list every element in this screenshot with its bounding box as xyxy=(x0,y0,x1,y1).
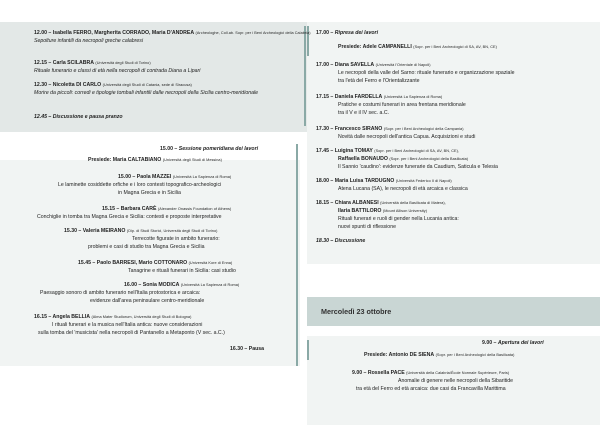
session-chair: Presiede: Antonio DE SIENA (Sopr. per i Beni Archeologici della Basilicata) xyxy=(364,352,515,358)
program-entry-title: tra età del Ferro ed età arcaica: due casi da Francavilla Marittima xyxy=(356,386,506,392)
program-entry-title: tra l'età del Ferro e l'Orientalizzante xyxy=(338,78,420,84)
program-entry-title: Conchiglie in tomba tra Magna Grecia e Sicilia: contesti e proposte interpretative xyxy=(37,214,222,220)
program-entry-title: tra il V e il IV sec. a.C. xyxy=(338,110,390,116)
left-bottom-accent xyxy=(296,144,298,366)
program-entry-title: Anomalie di genere nelle necropoli della Sibaritide xyxy=(398,378,514,384)
program-entry-title: Pratiche e costumi funerari in area frentana meridionale xyxy=(338,102,466,108)
program-entry: 15.00 – Paola MAZZEI (Università La Sapienza di Roma) xyxy=(118,174,232,180)
session-chair: Presiede: Maria CALTABIANO (Università degli Studi di Messina) xyxy=(88,157,222,163)
program-entry-title: Le necropoli della valle del Sarno: rituale funerario e organizzazione spaziale xyxy=(338,70,515,76)
program-entry-title: Terrecotte figurate in ambito funerario: xyxy=(132,236,220,242)
program-entry-title: Novità dalle necropoli dell'antica Capua. Acquisizioni e studi xyxy=(338,134,476,140)
program-entry: 12.00 – Isabella FERRO, Margherita CORRADO, Maria D'ANDREA (Archeologhe, Coll.ab. Sopr. per i Beni Archeologici della Calabria) Sepolture infantili da necropoli greche calabresi xyxy=(34,30,311,44)
day-header: Mercoledì 23 ottobre xyxy=(307,297,600,326)
program-entry: 15.30 – Valeria MEIRANO (Dip. di Studi Storici, Università degli Studi di Torino) xyxy=(64,228,218,234)
program-entry-title: I rituali funerari e la musica nell'Italia antica: nuove considerazioni xyxy=(52,322,203,328)
program-entry-title: Le laminette cosiddette orfiche e i loro contesti topografico-archeologici xyxy=(58,182,222,188)
program-entry: 12.45 – Discussione e pausa pranzo xyxy=(34,114,123,120)
program-entry-title: in Magna Grecia e in Sicilia xyxy=(118,190,181,196)
program-entry: 12.15 – Carla SCILABRA (Università degli Studi di Torino) Rituale funerario e classi di età nella necropoli di contrada Diana a Lipari xyxy=(34,60,201,74)
program-entry: 17.30 – Francesco SIRANO (Sopr. per i Beni Archeologici della Campania) xyxy=(316,126,464,132)
session-heading: 15.00 – Sessione pomeridiana dei lavori xyxy=(160,146,259,152)
program-entry: 9.00 – Rossella PACE (Università della Calabria/École Normale Supérieure, Paris) xyxy=(352,370,510,376)
program-entry-title: evidenze dall'area peninsulare centro-meridionale xyxy=(90,298,205,304)
program-entry: 18.15 – Chiara ALBANESI (Università della Basilicata di Matera), xyxy=(316,200,446,206)
program-entry: 18.00 – Maria Luisa TARDUGNO (Università Federico II di Napoli) xyxy=(316,178,452,184)
program-entry: 18.30 – Discussione xyxy=(316,238,366,244)
program-entry: 12.30 – Nicoletta DI CARLO (Università degli Studi di Catania, sede di Siracusa) Morire da piccoli: corredi e tipologie tombali infantili dalle necropoli della Sicilia centro-meridionale xyxy=(34,82,259,96)
program-entry: 17.45 – Luigina TOMAY (Sopr. per i Beni Archeologici di SA, AV, BN, CE), xyxy=(316,148,460,154)
session-heading: 17.00 – Ripresa dei lavori xyxy=(316,30,379,36)
program-entry-speaker2: Raffaella BONAUDO (Sopr. per i Beni Archeologici della Basilicata) xyxy=(338,156,469,162)
program-entry-title: Rituali funerari e ruoli di gender nella Lucania antica: xyxy=(338,216,459,222)
program-entry-title: Tanagrine e rituali funerari in Sicilia: casi studio xyxy=(128,268,236,274)
program-entry-title: Atena Lucana (SA), le necropoli di età arcaica e classica xyxy=(338,186,468,192)
program-entry: 17.00 – Diana SAVELLA (Università l'Orientale di Napoli) xyxy=(316,62,431,68)
program-entry: 15.45 – Paolo BARRESI, Mario COTTONARO (Università Kore di Enna) xyxy=(78,260,233,266)
right-bottom-accent xyxy=(307,340,309,360)
program-entry: 16.30 – Pausa xyxy=(230,346,265,352)
program-entry-title: Paesaggio sonoro di ambito funerario nell'Italia protostorica e arcaica: xyxy=(40,290,201,296)
program-entry-title: problemi e casi di studio tra Magna Grecia e Sicilia xyxy=(88,244,205,250)
program-entry: 15.15 – Barbara CARÈ (Alexander Onassis Foundation of Athens) xyxy=(102,206,232,212)
program-entry-title: nuovi spunti di riflessione xyxy=(338,224,396,230)
session-heading: 9.00 – Apertura dei lavori xyxy=(482,340,544,346)
program-entry-title: Il Sannio 'caudino': evidenze funerarie da Caudium, Saticula e Telesia xyxy=(338,164,498,170)
program-entry-title: sulla tomba del 'musicista' nella necropoli di Pantanello a Metaponto (V sec. a.C.) xyxy=(38,330,225,336)
program-entry: 17.15 – Daniela FARDELLA (Università La Sapienza di Roma) xyxy=(316,94,443,100)
session-chair: Presiede: Adele CAMPANELLI (Sopr. per i Beni Archeologici di SA, AV, BN, CE) xyxy=(338,44,497,50)
program-entry-speaker2: Ilaria BATTILORO (Mount Allison University) xyxy=(338,208,428,214)
program-entry: 16.15 – Angela BELLIA (Alma Mater Studiorum, Università degli Studi di Bologna) xyxy=(34,314,192,320)
program-entry: 16.00 – Sonia MODICA (Università La Sapienza di Roma) xyxy=(124,282,240,288)
